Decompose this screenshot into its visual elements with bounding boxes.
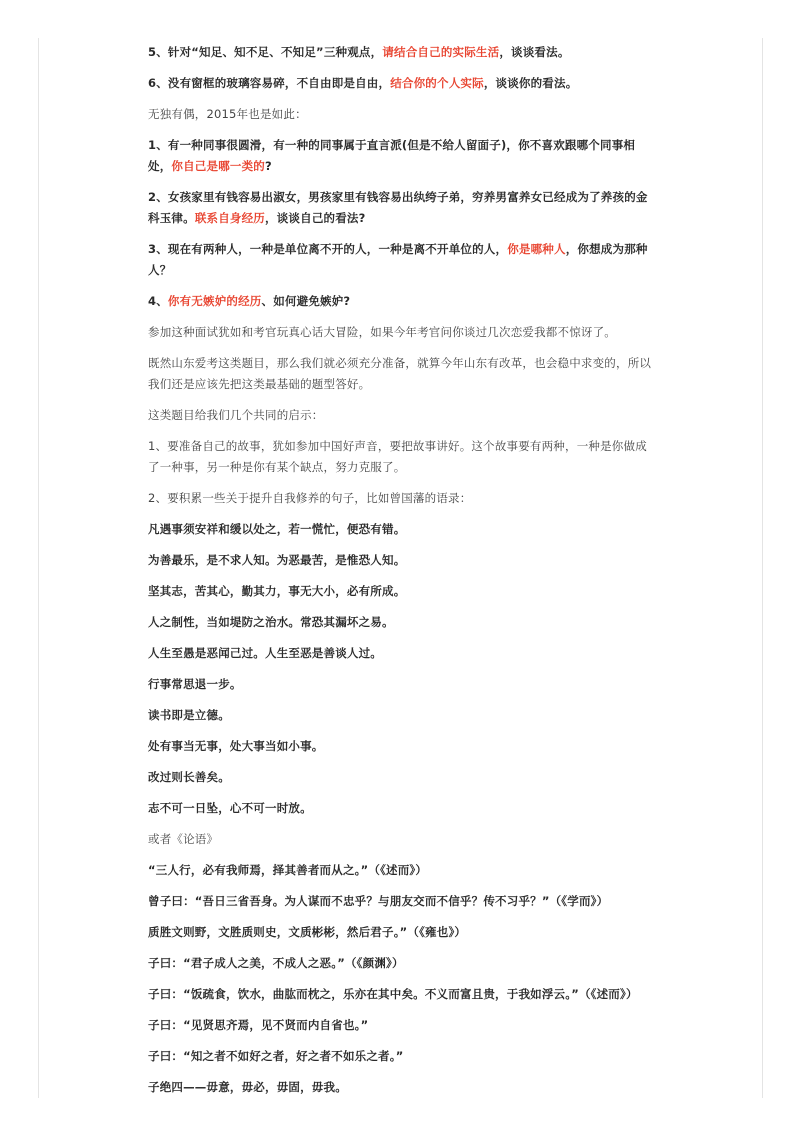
highlight-text: 请结合自己的实际生活 (382, 45, 500, 59)
paragraph (148, 767, 656, 788)
paragraph (148, 1015, 656, 1036)
paragraph-text: 无独有偶，2015年也是如此： (148, 107, 307, 121)
paragraph (148, 405, 656, 426)
paragraph (148, 736, 656, 757)
paragraph (148, 581, 656, 602)
paragraph-text: 参加这种面试犹如和考官玩真心话大冒险，如果今年考官问你谈过几次恋爱我都不惊讶了。 (148, 325, 616, 339)
highlight-text: 你有无嫉妒的经历 (167, 294, 262, 308)
paragraph (148, 953, 656, 974)
paragraph (148, 984, 656, 1005)
paragraph (148, 239, 656, 281)
paragraph-text: ? (265, 159, 272, 173)
paragraph (148, 436, 656, 478)
article-body (148, 38, 656, 1098)
paragraph-text: ，谈谈你的看法。 (483, 76, 578, 90)
paragraph (148, 187, 656, 229)
paragraph-text: 处有事当无事，处大事当如小事。 (148, 739, 324, 753)
paragraph (148, 353, 656, 395)
paragraph-text: 、如何避免嫉妒? (261, 294, 351, 308)
paragraph-text: 2、女孩家里有钱容易出淑女，男孩家里有钱容易出纨绔子弟，穷养男富养女已经成为了养孩的金科玉律。 (148, 190, 648, 225)
paragraph-text: ，谈谈自己的看法? (265, 211, 366, 225)
paragraph (148, 798, 656, 819)
highlight-text: 你是哪种人 (507, 242, 566, 256)
paragraph-text: 2、要积累一些关于提升自我修养的句子，比如曾国藩的语录： (148, 491, 472, 505)
paragraph-text: 1、要准备自己的故事，犹如参加中国好声音，要把故事讲好。这个故事要有两种，一种是你做成了一种事，另一种是你有某个缺点，努力克服了。 (148, 439, 647, 474)
paragraph (148, 42, 656, 63)
paragraph-text: 志不可一日坠，心不可一时放。 (148, 801, 312, 815)
paragraph-text: 1、有一种同事很圆滑，有一种的同事属于直言派(但是不给人留面子)，你不喜欢跟哪个同事相处， (148, 138, 636, 173)
paragraph-text: 既然山东爱考这类题目，那么我们就必须充分准备，就算今年山东有改革，也会稳中求变的，所以我们还是应该先把这类最基础的题型答好。 (148, 356, 652, 391)
paragraph (148, 674, 656, 695)
paragraph-text: 坚其志，苦其心，勤其力，事无大小，必有所成。 (148, 584, 406, 598)
paragraph-text: 6、没有窗框的玻璃容易碎，不自由即是自由， (148, 76, 391, 90)
paragraph-text: 这类题目给我们几个共同的启示： (148, 408, 324, 422)
paragraph (148, 519, 656, 540)
paragraph-text: 人之制性，当如堤防之治水。常恐其漏坏之易。 (148, 615, 394, 629)
paragraph-text: 质胜文则野，文胜质则史，文质彬彬，然后君子。”（《雍也》） (148, 925, 467, 939)
paragraph-text: 子曰：“知之者不如好之者，好之者不如乐之者。” (148, 1049, 404, 1063)
paragraph (148, 612, 656, 633)
paragraph-text: 凡遇事须安祥和缓以处之，若一慌忙，便恐有错。 (148, 522, 406, 536)
paragraph-text: 读书即是立德。 (148, 708, 230, 722)
paragraph (148, 643, 656, 664)
paragraph (148, 922, 656, 943)
paragraph-text: ，谈谈看法。 (499, 45, 570, 59)
paragraph (148, 488, 656, 509)
paragraph (148, 705, 656, 726)
paragraph (148, 550, 656, 571)
paragraph-text: 为善最乐，是不求人知。为恶最苦，是惟恐人知。 (148, 553, 406, 567)
paragraph (148, 104, 656, 125)
paragraph-text: 4、 (148, 294, 168, 308)
highlight-text: 结合你的个人实际 (390, 76, 484, 90)
paragraph (148, 291, 656, 312)
highlight-text: 联系自身经历 (194, 211, 266, 225)
paragraph-text: “三人行，必有我师焉，择其善者而从之。”（《述而》） (148, 863, 428, 877)
paragraph (148, 891, 656, 912)
paragraph-text: 子绝四——毋意，毋必，毋固，毋我。 (148, 1080, 347, 1094)
paragraph-text: 3、现在有两种人，一种是单位离不开的人，一种是离不开单位的人， (148, 242, 508, 256)
paragraph-text: 行事常思退一步。 (148, 677, 242, 691)
paragraph-text: 人生至愚是恶闻己过。人生至恶是善谈人过。 (148, 646, 382, 660)
paragraph (148, 829, 656, 850)
paragraph-text: 或者《论语》 (148, 832, 219, 846)
paragraph (148, 1046, 656, 1067)
paragraph-text: 5、针对“知足、知不足、不知足”三种观点， (148, 45, 383, 59)
paragraph (148, 1077, 656, 1098)
paragraph-text: 改过则长善矣。 (148, 770, 230, 784)
paragraph-text: ，你想成为那种人？ (148, 242, 648, 277)
paragraph-text: 子曰：“见贤思齐焉，见不贤而内自省也。” (148, 1018, 369, 1032)
paragraph (148, 135, 656, 177)
paragraph-text: 子曰：“饭疏食，饮水，曲肱而枕之，乐亦在其中矣。不义而富且贵，于我如浮云。”（《述而》） (148, 987, 638, 1001)
paragraph-text: 子曰：“君子成人之美，不成人之恶。”（《颜渊》） (148, 956, 404, 970)
page-border-right (762, 38, 763, 1098)
paragraph (148, 73, 656, 94)
page-border-left (38, 38, 39, 1098)
highlight-text: 你自己是哪一类的 (171, 159, 266, 173)
paragraph (148, 860, 656, 881)
paragraph (148, 322, 656, 343)
paragraph-text: 曾子曰：“吾日三省吾身。为人谋而不忠乎？与朋友交而不信乎？传不习乎？”（《学而》） (148, 894, 609, 908)
